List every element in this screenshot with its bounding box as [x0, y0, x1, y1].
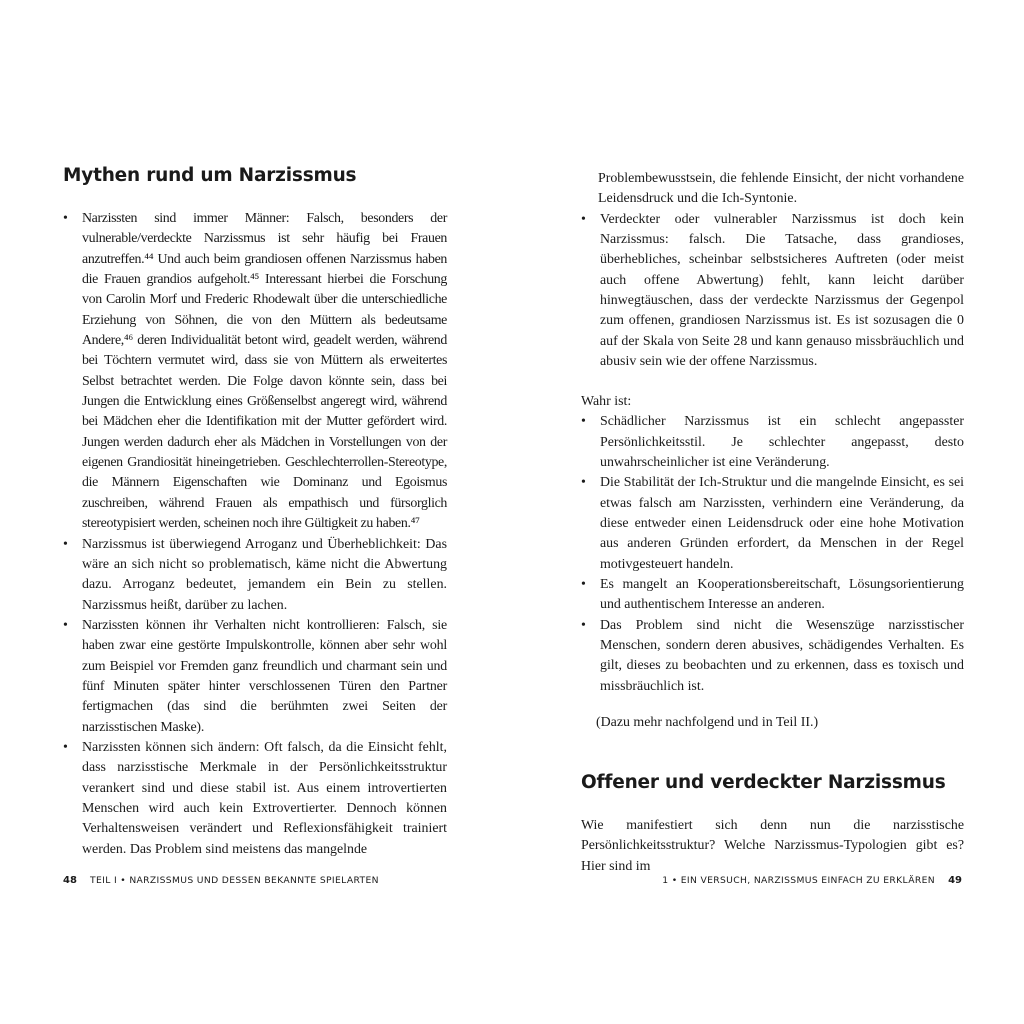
myth-item	[63, 616, 447, 738]
truth-text: Es mangelt an Kooperationsbereitschaft, Lösungsorientierung und authentischem Interesse an anderen.	[600, 577, 964, 613]
bullet-icon: •	[581, 475, 586, 491]
myth-text: Narzissten können ihr Verhalten nicht kontrollieren: Falsch, sie haben zwar eine gestörte Impulskontrolle, können aber sehr wohl zum Beispiel vor Fremden ganz freundlich und charmant sein und fünf Minuten später hinter verschlossenen Türen den Partner fertigmachen (das sind die berühmten zwei Seiten der narzisstischen Maske).	[82, 617, 447, 735]
myth-item	[63, 535, 447, 616]
myth-item	[63, 209, 447, 535]
bullet-icon: •	[581, 617, 586, 633]
running-footer-right: 1 • EIN VERSUCH, NARZISSMUS EINFACH ZU ERKLÄREN	[662, 875, 935, 886]
page-number-left: 48	[63, 875, 77, 886]
right-note	[581, 713, 964, 733]
intro-text: Wie manifestiert sich denn nun die narzisstische Persönlichkeitsstruktur? Welche Narzissmus-Typologien gibt es? Hier sind im	[581, 818, 964, 874]
truth-label: Wahr ist:	[581, 394, 632, 409]
continuation-text: Problembewusstsein, die fehlende Einsicht, der nicht vorhandene Leidensdruck und die Ich-Syntonie.	[598, 171, 964, 207]
bullet-icon: •	[581, 414, 586, 430]
right-page	[581, 0, 964, 1024]
myth-text: Narzissten können sich ändern: Oft falsch, da die Einsicht fehlt, dass narzisstische Merkmale in der Persönlichkeitsstruktur verankert sind und diese stabil ist. Aus einem introvertierten Menschen wird auch kein Extrovertierter. Dennoch können Verhaltensweisen verändert und Reflexionsfähigkeit trainiert werden. Das Problem sind meistens das mangelnde	[82, 739, 447, 857]
page-number-right: 49	[948, 875, 962, 886]
bullet-icon: •	[581, 211, 586, 227]
bullet-icon: •	[63, 739, 68, 755]
bullet-icon: •	[63, 536, 68, 552]
myth-text: Verdeckter oder vulnerabler Narzissmus ist doch kein Narzissmus: falsch. Die Tatsache, dass grandioses, überhebliches, scheinbar selbstsicheres Auftreten (oder meist auch offene Abwertung) fehlt, kann leicht darüber hinwegtäuschen, dass der verdeckte Narzissmus der Gegenpol zum offenen, grandiosen Narzissmus ist. Es ist sozusagen die 0 auf der Skala von Seite 28 und kann genauso missbräuchlich und abusiv sein wie der offene Narzissmus.	[600, 211, 964, 370]
right-intro	[581, 816, 964, 877]
right-body-top	[581, 169, 964, 372]
note-text: (Dazu mehr nachfolgend und in Teil II.)	[596, 715, 819, 730]
right-body-truths	[581, 392, 964, 697]
truth-text: Schädlicher Narzissmus ist ein schlecht angepasster Persönlichkeitsstil. Je schlechter angepasst, desto unwahrscheinlicher ist eine Veränderung.	[600, 414, 964, 471]
left-body	[63, 209, 447, 860]
truth-item	[581, 473, 964, 575]
myth-text: Narzissmus ist überwiegend Arroganz und Überheblichkeit: Das wäre an sich nicht so problematisch, käme nicht die Abwertung dazu. Arroganz bedeutet, jemandem ein Bein zu stellen. Narzissmus heißt, darüber zu lachen.	[82, 536, 447, 613]
bullet-icon: •	[63, 211, 68, 226]
section-heading-myths: Mythen rund um Narzissmus	[63, 165, 357, 186]
footer-left	[63, 874, 379, 888]
bullet-icon: •	[581, 577, 586, 593]
footer-right	[662, 874, 962, 888]
left-page	[63, 0, 447, 1024]
myths-list	[63, 209, 447, 860]
myth-text: Narzissten sind immer Männer: Falsch, besonders der vulnerable/verdeckte Narzissmus ist sehr häufig bei Frauen anzutreffen.⁴⁴ Und auch beim grandiosen offenen Narzissmus haben die Frauen grandios aufgeholt.⁴⁵ Interessant hierbei die Forschung von Carolin Morf und Frederic Rhodewalt über die unterschiedliche Erziehung von Söhnen, die von den Müttern als bedeutsame Andere,⁴⁶ deren Individualität betont wird, geadelt werden, während bei Töchtern vermutet wird, dass sie von Müttern als erweitertes Selbst betrachtet werden. Die Folge davon könnte sein, dass bei Jungen die Entwicklung eines Größenselbst angeregt wird, während bei Mädchen eher die Identifikation mit der Mutter gefördert wird. Jungen werden dadurch eher als Mädchen in Vorstellungen von der eigenen Grandiosität hineingetrieben. Geschlechterrollen-Stereotype, die Männern Eigenschaften wie Dominanz und Egoismus zuschreiben, während Frauen als empathisch und fürsorglich stereotypisiert werden, scheinen noch ihre Gültigkeit zu haben.⁴⁷	[82, 211, 447, 532]
myth-item	[581, 210, 964, 373]
truth-text: Die Stabilität der Ich-Struktur und die mangelnde Einsicht, es sei etwas falsch am Narzissten, verhindern eine Veränderung, da diese entweder einen Leidensdruck oder eine hohe Motivation aus anderen Gründen erfordert, da Menschen in der Regel motivgesteuert handeln.	[600, 475, 964, 572]
myth-item	[63, 738, 447, 860]
running-footer-left: TEIL I • NARZISSMUS UND DESSEN BEKANNTE SPIELARTEN	[90, 875, 379, 886]
truth-item	[581, 412, 964, 473]
truth-text: Das Problem sind nicht die Wesenszüge narzisstischer Menschen, sondern deren abusives, schädigendes Verhalten. Es gilt, dieses zu beobachten und zu erkennen, dass es toxisch und missbräuchlich ist.	[600, 617, 964, 694]
truth-item	[581, 575, 964, 616]
truths-list	[581, 412, 964, 697]
truth-item	[581, 616, 964, 697]
myths-list-continued	[581, 210, 964, 373]
section-heading-open-covert: Offener und verdeckter Narzissmus	[581, 772, 946, 793]
bullet-icon: •	[63, 617, 68, 633]
